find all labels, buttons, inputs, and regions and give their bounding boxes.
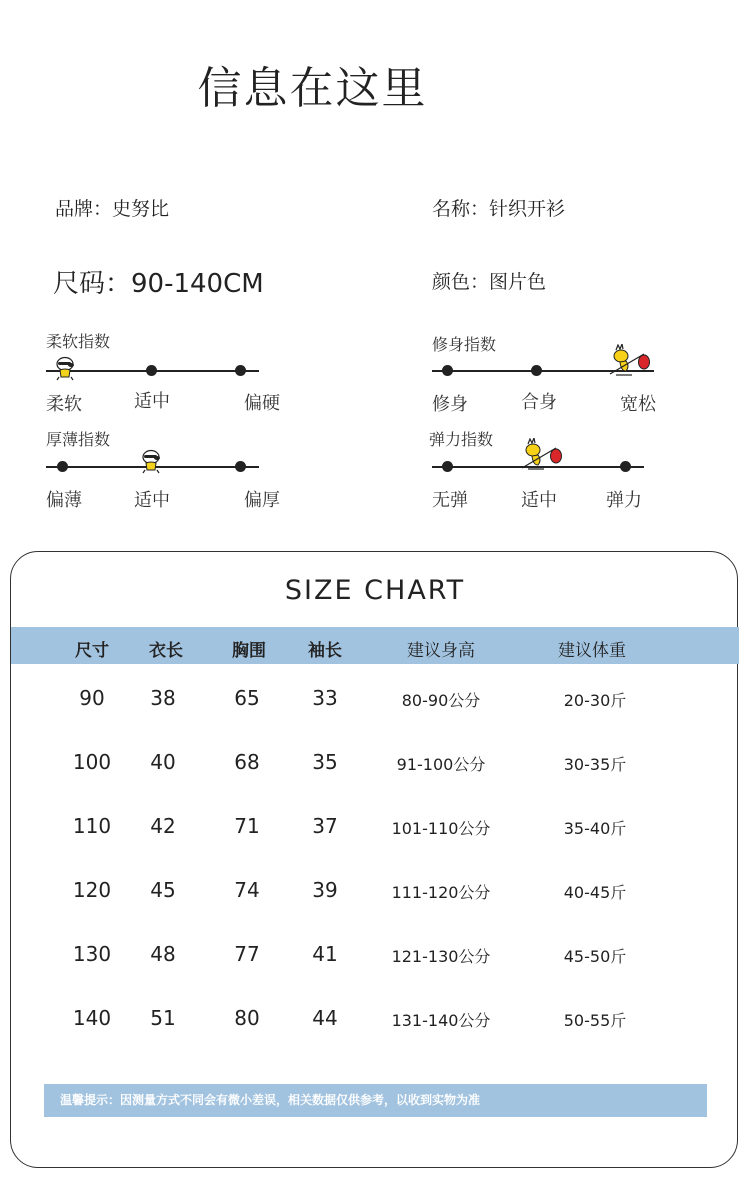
table-cell: 65 <box>234 686 260 710</box>
table-cell: 45-50斤 <box>563 947 627 966</box>
header-chest: 胸围 <box>232 641 266 661</box>
table-cell: 140 <box>72 1006 112 1030</box>
scale-dot <box>442 461 453 472</box>
page-title: 信息在这里 <box>197 63 428 114</box>
header-size: 尺寸 <box>75 641 109 661</box>
size-chart-header <box>11 627 739 664</box>
table-cell: 100 <box>72 750 112 774</box>
table-cell: 37 <box>312 814 338 838</box>
table-cell: 91-100公分 <box>396 755 486 774</box>
table-cell: 33 <box>312 686 338 710</box>
table-cell: 42 <box>150 814 176 838</box>
table-cell: 74 <box>234 878 260 902</box>
tick-label: 柔软 <box>46 394 82 415</box>
tick-label: 合身 <box>521 392 557 413</box>
woodstock-icon <box>518 438 562 472</box>
table-cell: 51 <box>150 1006 176 1030</box>
table-cell: 111-120公分 <box>391 883 491 902</box>
header-height: 建议身高 <box>407 641 475 661</box>
table-cell: 131-140公分 <box>391 1011 491 1030</box>
table-cell: 40-45斤 <box>563 883 627 902</box>
snoopy-icon <box>52 355 78 381</box>
tick-label: 弹力 <box>606 490 642 511</box>
scale-dot <box>235 461 246 472</box>
tick-label: 偏硬 <box>244 393 280 414</box>
scale-dot <box>531 365 542 376</box>
table-cell: 45 <box>150 878 176 902</box>
table-cell: 71 <box>234 814 260 838</box>
table-cell: 48 <box>150 942 176 966</box>
scale-dot <box>235 365 246 376</box>
table-cell: 77 <box>234 942 260 966</box>
table-cell: 90 <box>79 686 105 710</box>
tick-label: 适中 <box>134 490 170 511</box>
table-cell: 121-130公分 <box>391 947 491 966</box>
tick-label: 偏薄 <box>46 490 82 511</box>
index-title: 修身指数 <box>432 335 497 354</box>
table-cell: 20-30斤 <box>563 691 627 710</box>
tick-label: 无弹 <box>432 490 468 511</box>
woodstock-icon <box>606 344 650 378</box>
header-weight: 建议体重 <box>558 641 626 661</box>
snoopy-icon <box>138 448 164 474</box>
table-cell: 41 <box>312 942 338 966</box>
table-cell: 39 <box>312 878 338 902</box>
table-cell: 101-110公分 <box>391 819 491 838</box>
table-cell: 130 <box>72 942 112 966</box>
tick-label: 宽松 <box>620 394 656 415</box>
index-title: 弹力指数 <box>429 430 494 449</box>
index-title: 厚薄指数 <box>46 430 111 449</box>
name-info: 名称：针织开衫 <box>432 198 566 220</box>
scale-dot <box>57 461 68 472</box>
note-text: 温馨提示：因测量方式不同会有微小差误，相关数据仅供参考，以收到实物为准 <box>60 1093 481 1107</box>
table-cell: 35 <box>312 750 338 774</box>
table-cell: 44 <box>312 1006 338 1030</box>
header-sleeve: 袖长 <box>308 641 342 661</box>
brand-info: 品牌：史努比 <box>55 198 170 220</box>
table-cell: 80-90公分 <box>401 691 481 710</box>
tick-label: 偏厚 <box>244 490 280 511</box>
color-info: 颜色：图片色 <box>432 271 547 293</box>
table-cell: 30-35斤 <box>563 755 627 774</box>
size-info: 尺码：90-140CM <box>53 269 264 299</box>
scale-dot <box>620 461 631 472</box>
table-cell: 120 <box>72 878 112 902</box>
scale-dot <box>442 365 453 376</box>
table-cell: 35-40斤 <box>563 819 627 838</box>
tick-label: 修身 <box>432 394 468 415</box>
tick-label: 适中 <box>134 391 170 412</box>
tick-label: 适中 <box>521 490 557 511</box>
scale-dot <box>146 365 157 376</box>
index-title: 柔软指数 <box>46 332 111 351</box>
table-cell: 50-55斤 <box>563 1011 627 1030</box>
table-cell: 110 <box>72 814 112 838</box>
table-cell: 68 <box>234 750 260 774</box>
table-cell: 38 <box>150 686 176 710</box>
table-cell: 80 <box>234 1006 260 1030</box>
size-chart-title: SIZE CHART <box>284 575 466 606</box>
header-length: 衣长 <box>149 641 183 661</box>
table-cell: 40 <box>150 750 176 774</box>
